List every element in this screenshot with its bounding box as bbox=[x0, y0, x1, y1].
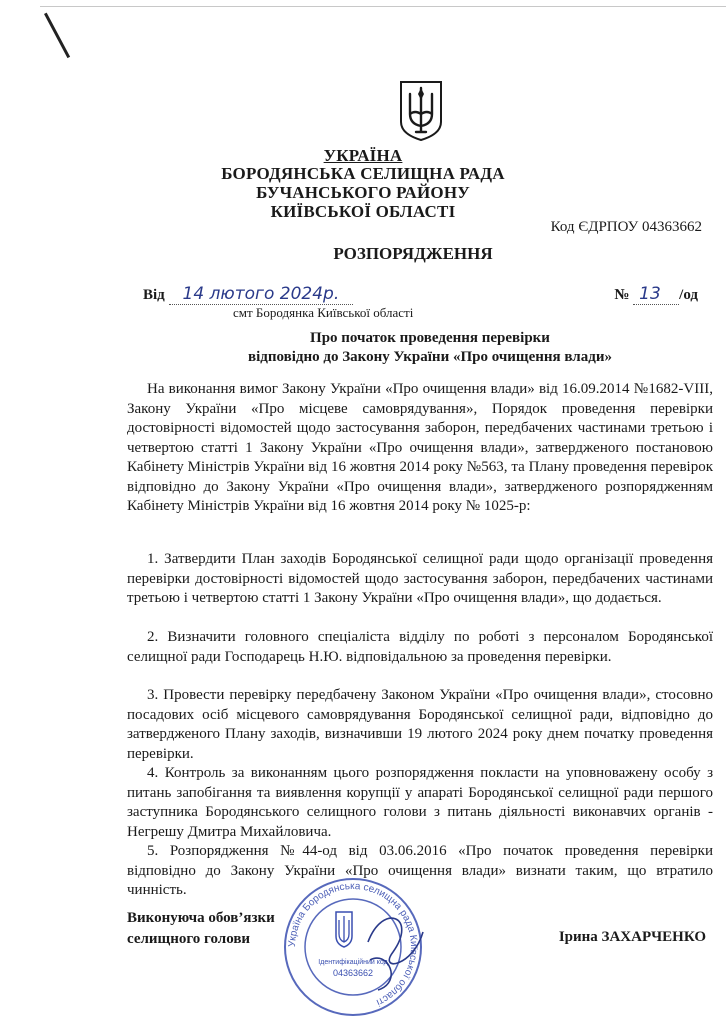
item-3-paragraph: 3. Провести перевірку передбачену Законом України «Про очищення влади», стосовно посадових осіб місцевого самоврядування Бородянської селищної ради, відповідно до затвердженого Плану заходів, визначивши 19 лютого 2024 року днем початку проведення перевірки. bbox=[127, 687, 713, 762]
number-label: № bbox=[614, 287, 630, 303]
number-row bbox=[614, 284, 698, 305]
date-label: Від bbox=[143, 287, 165, 303]
header-region: КИЇВСЬКОЇ ОБЛАСТІ bbox=[270, 202, 456, 221]
item-1-paragraph: 1. Затвердити План заходів Бородянської селищної ради щодо організації проведення перевірки достовірності відомостей щодо застосування заборон, передбачених частинами третьою і четвертою статті 1 Закону України «Про очищення влади», що додається. bbox=[127, 551, 713, 606]
signatory-name: Ірина ЗАХАРЧЕНКО bbox=[558, 929, 706, 945]
number-handwritten: 13 bbox=[633, 284, 679, 305]
subject-line-2: відповідно до Закону України «Про очищення влади» bbox=[248, 349, 612, 365]
official-seal-stamp bbox=[278, 872, 428, 1022]
svg-text:Україна Бородянська селищна ра bbox=[287, 881, 419, 1008]
coat-of-arms-icon bbox=[398, 80, 444, 142]
scan-top-edge bbox=[40, 6, 726, 7]
place-of-issue: смт Бородянка Київської області bbox=[233, 305, 414, 320]
date-handwritten: 14 лютого 2024р. bbox=[169, 284, 353, 305]
preamble-paragraph: На виконання вимог Закону України «Про очищення влади» від 16.09.2014 №1682-VIII, Закону України «Про місцеве самоврядування», Порядок проведення перевірки достовірності відомостей щодо застосування заборон, передбачених частинами третьою і четвертою статті 1 Закону України «Про очищення влади», затвердженого постановою Кабінету Міністрів України від 16 жовтня 2014 року №563, та Плану проведення перевірок відповідно до Закону України «Про очищення влади», затвердженого розпорядженням Кабінету Міністрів України від 16 жовтня 2014 року № 1025-р: bbox=[127, 381, 713, 514]
signatory-position-line-2: селищного голови bbox=[127, 931, 251, 947]
item-5-paragraph: 5. Розпорядження №44-од від 03.06.2016 «Про початок проведення перевірки відповідно до Закону України «Про очищення влади» визнати таким, що втратило чинність. bbox=[127, 843, 713, 898]
number-suffix: /од bbox=[679, 287, 698, 303]
seal-outer-text: Україна Бородянська селищна рада Київської області bbox=[286, 880, 420, 1008]
document-type-title: РОЗПОРЯДЖЕННЯ bbox=[333, 244, 493, 263]
item-4-paragraph: 4. Контроль за виконанням цього розпорядження покласти на уповноважену особу з питань запобігання та виявлення корупції у апараті Бородянської селищної ради першого заступника Бородянського селищного голови з питань діяльності виконавчих органів - Негрешу Дмитра Михайловича. bbox=[127, 765, 713, 840]
signatory-position-line-1: Виконуюча обов’язки bbox=[127, 910, 275, 926]
subject-line-1: Про початок проведення перевірки bbox=[310, 330, 550, 346]
date-row bbox=[143, 284, 353, 305]
header-country: УКРАЇНА bbox=[323, 146, 403, 165]
edrpou-code: Код ЄДРПОУ 04363662 bbox=[550, 219, 702, 235]
header-council: БОРОДЯНСЬКА СЕЛИЩНА РАДА bbox=[221, 164, 505, 183]
item-2-paragraph: 2. Визначити головного спеціаліста відділу по роботі з персоналом Бородянської селищної ради Господарець Н.Ю. відповідальною за проведення перевірки. bbox=[127, 629, 713, 665]
seal-code-label: Ідентифікаційний код bbox=[318, 959, 388, 966]
header-district: БУЧАНСЬКОГО РАЙОНУ bbox=[256, 183, 470, 202]
signatory-position bbox=[127, 908, 275, 950]
seal-code: 04363662 bbox=[332, 968, 374, 978]
scan-mark bbox=[44, 13, 70, 59]
